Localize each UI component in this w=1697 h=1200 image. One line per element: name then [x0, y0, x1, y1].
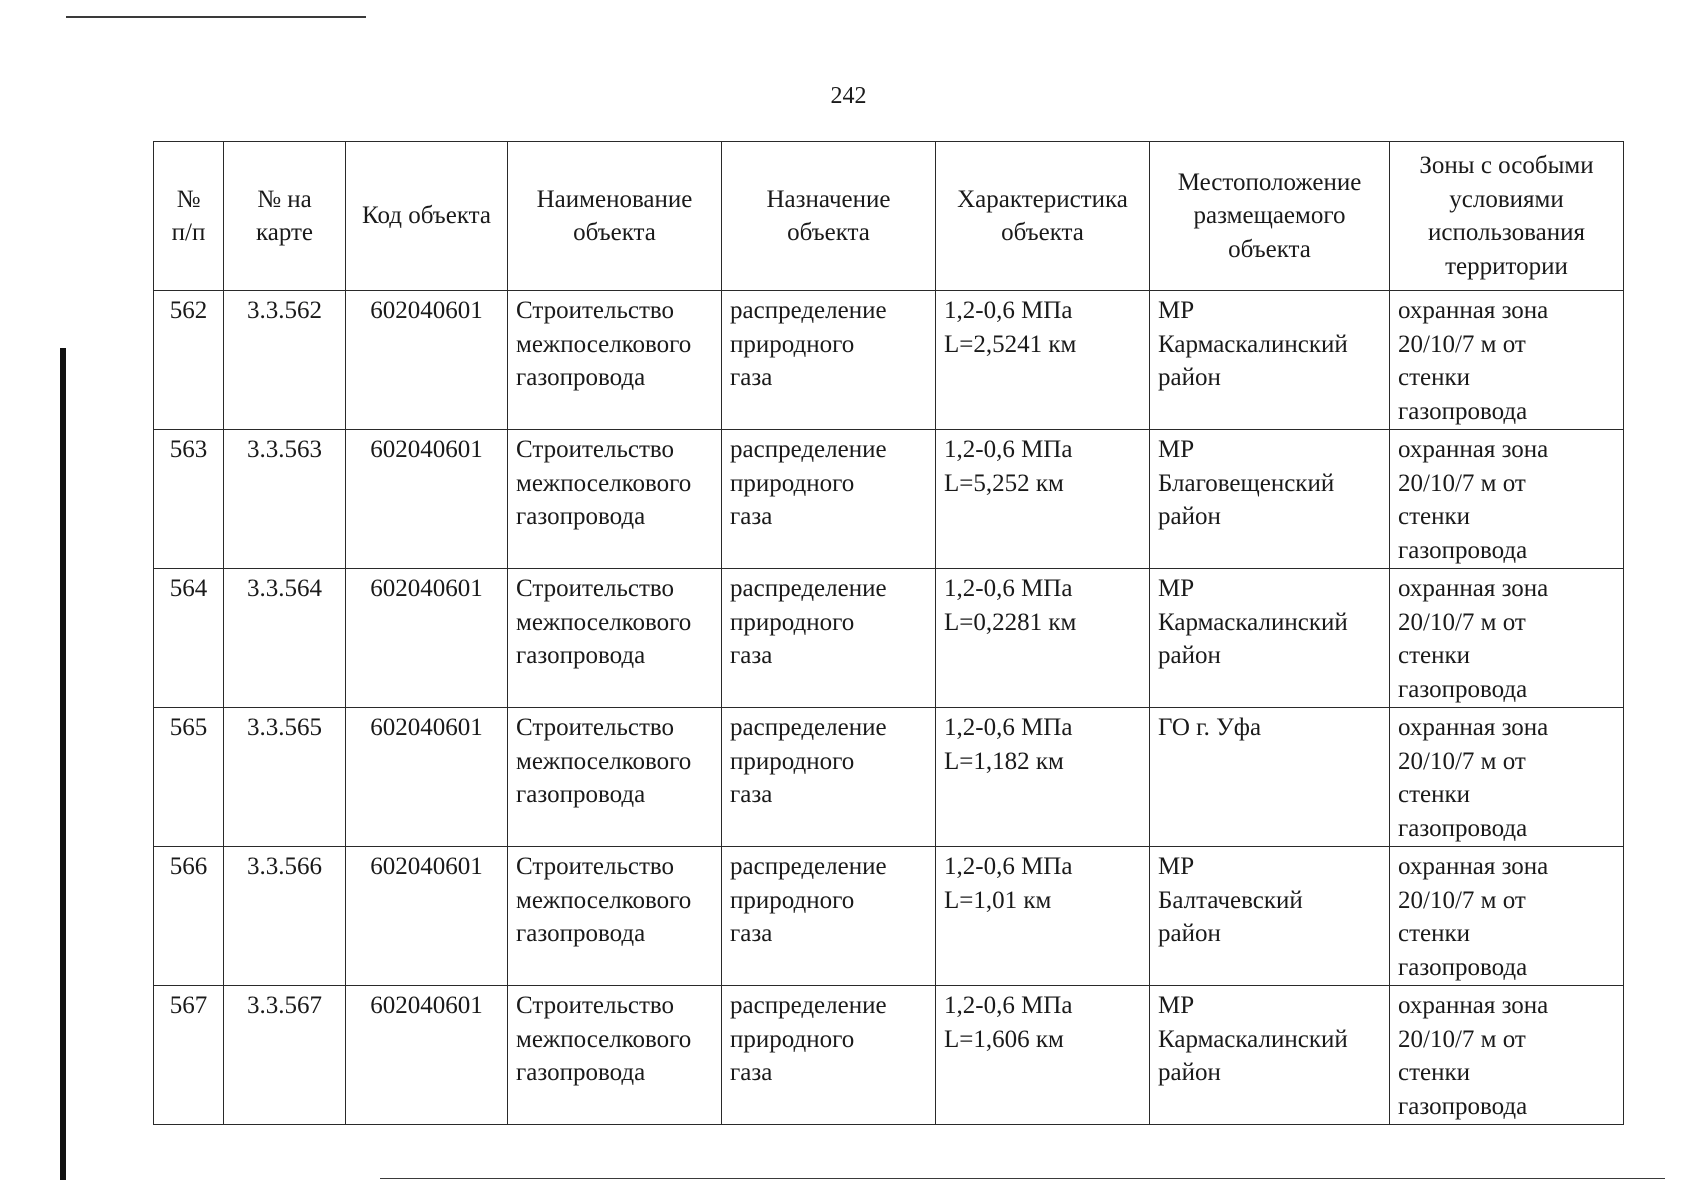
cell-num: 566: [154, 847, 224, 986]
table-row: [154, 708, 1624, 847]
cell-line: природного: [730, 747, 855, 775]
table-body: [154, 291, 1624, 1125]
header-zones: [1390, 142, 1624, 291]
cell-line: стенки: [1398, 781, 1471, 808]
cell-name: [508, 708, 722, 847]
cell-line: Строительство: [516, 714, 675, 741]
cell-line: стенки: [1398, 364, 1471, 391]
header-purpose: [722, 142, 936, 291]
cell-line: объекта: [1228, 235, 1311, 263]
cell-line: МР: [1158, 992, 1195, 1019]
cell-line: газопровода: [1398, 953, 1528, 981]
cell-line: газа: [730, 781, 773, 808]
cell-purpose: [722, 708, 936, 847]
cell-line: территории: [1445, 252, 1568, 280]
cell-map-num: 3.3.566: [224, 847, 346, 986]
cell-line: охранная зона: [1398, 714, 1549, 741]
cell-name: [508, 291, 722, 430]
cell-line: Кармаскалинский: [1158, 1025, 1348, 1053]
header-location: [1150, 142, 1390, 291]
cell-line: 1,2-0,6 МПа: [944, 853, 1073, 880]
cell-line: №: [176, 185, 201, 213]
cell-code: 602040601: [346, 569, 508, 708]
cell-line: район: [1158, 920, 1221, 947]
cell-line: 20/10/7 м от: [1398, 608, 1526, 636]
cell-line: п/п: [171, 219, 206, 246]
cell-line: Строительство: [516, 297, 675, 324]
cell-line: L=5,252 км: [944, 469, 1064, 497]
cell-line: карте: [255, 219, 314, 246]
cell-purpose: [722, 569, 936, 708]
cell-line: охранная зона: [1398, 575, 1549, 602]
cell-line: газопровода: [516, 920, 646, 947]
table-row: [154, 847, 1624, 986]
cell-line: газопровода: [516, 642, 646, 669]
cell-line: природного: [730, 608, 855, 636]
table-row: [154, 986, 1624, 1125]
cell-map-num: 3.3.563: [224, 430, 346, 569]
cell-line: ГО г. Уфа: [1158, 714, 1262, 741]
cell-characteristic: [936, 430, 1150, 569]
cell-line: охранная зона: [1398, 853, 1549, 880]
cell-line: район: [1158, 364, 1221, 391]
cell-purpose: [722, 986, 936, 1125]
cell-line: 1,2-0,6 МПа: [944, 992, 1073, 1019]
cell-line: газопровода: [516, 781, 646, 808]
cell-purpose: [722, 291, 936, 430]
cell-zones: [1390, 291, 1624, 430]
cell-code: 602040601: [346, 708, 508, 847]
cell-line: Наименование: [536, 185, 693, 213]
cell-line: район: [1158, 642, 1221, 669]
cell-map-num: 3.3.562: [224, 291, 346, 430]
cell-line: 20/10/7 м от: [1398, 469, 1526, 497]
cell-location: [1150, 430, 1390, 569]
cell-line: L=1,606 км: [944, 1025, 1064, 1053]
cell-line: 20/10/7 м от: [1398, 1025, 1526, 1053]
cell-map-num: 3.3.565: [224, 708, 346, 847]
cell-line: охранная зона: [1398, 992, 1549, 1019]
cell-line: охранная зона: [1398, 436, 1549, 463]
cell-line: межпоселкового: [516, 1025, 692, 1053]
cell-line: охранная зона: [1398, 297, 1549, 324]
header-code: [346, 142, 508, 291]
cell-name: [508, 430, 722, 569]
cell-line: условиями: [1449, 185, 1564, 213]
cell-line: стенки: [1398, 920, 1471, 947]
cell-zones: [1390, 569, 1624, 708]
header-characteristic: [936, 142, 1150, 291]
cell-line: газопровода: [1398, 536, 1528, 564]
cell-characteristic: [936, 847, 1150, 986]
cell-line: район: [1158, 503, 1221, 530]
cell-characteristic: [936, 569, 1150, 708]
cell-name: [508, 569, 722, 708]
cell-purpose: [722, 430, 936, 569]
cell-line: Строительство: [516, 853, 675, 880]
cell-line: газа: [730, 364, 773, 391]
cell-line: газопровода: [516, 1059, 646, 1086]
scan-edge-bar: [60, 348, 66, 1180]
cell-line: газопровода: [516, 364, 646, 391]
header-name: [508, 142, 722, 291]
cell-location: [1150, 291, 1390, 430]
cell-num: 565: [154, 708, 224, 847]
cell-line: природного: [730, 330, 855, 358]
cell-line: межпоселкового: [516, 608, 692, 636]
cell-line: Благовещенский: [1158, 469, 1335, 497]
cell-line: природного: [730, 886, 855, 914]
cell-line: газа: [730, 1059, 773, 1086]
cell-map-num: 3.3.567: [224, 986, 346, 1125]
cell-purpose: [722, 847, 936, 986]
table-row: [154, 291, 1624, 430]
cell-line: МР: [1158, 297, 1195, 324]
cell-line: межпоселкового: [516, 886, 692, 914]
cell-characteristic: [936, 986, 1150, 1125]
cell-line: 1,2-0,6 МПа: [944, 436, 1073, 463]
cell-line: Назначение: [766, 185, 891, 213]
table-row: [154, 569, 1624, 708]
cell-code: 602040601: [346, 430, 508, 569]
cell-line: распределение: [730, 714, 887, 741]
top-rule: [66, 16, 366, 18]
header-map-num: [224, 142, 346, 291]
table-header-row: [154, 142, 1624, 291]
cell-line: межпоселкового: [516, 747, 692, 775]
cell-num: 562: [154, 291, 224, 430]
cell-line: Кармаскалинский: [1158, 608, 1348, 636]
cell-line: 1,2-0,6 МПа: [944, 297, 1073, 324]
cell-line: 20/10/7 м от: [1398, 330, 1526, 358]
cell-line: объекта: [1001, 219, 1084, 246]
cell-line: Кармаскалинский: [1158, 330, 1348, 358]
cell-zones: [1390, 708, 1624, 847]
cell-line: L=1,01 км: [944, 886, 1052, 914]
cell-code: 602040601: [346, 986, 508, 1125]
cell-line: стенки: [1398, 1059, 1471, 1086]
cell-line: 20/10/7 м от: [1398, 886, 1526, 914]
cell-line: газопровода: [516, 503, 646, 530]
cell-line: L=2,5241 км: [944, 330, 1077, 358]
cell-code: 602040601: [346, 291, 508, 430]
cell-line: L=0,2281 км: [944, 608, 1077, 636]
cell-line: использования: [1428, 219, 1585, 246]
cell-line: Местоположение: [1177, 168, 1362, 196]
cell-line: Строительство: [516, 992, 675, 1019]
cell-line: 1,2-0,6 МПа: [944, 714, 1073, 741]
cell-line: распределение: [730, 297, 887, 324]
cell-zones: [1390, 847, 1624, 986]
cell-zones: [1390, 986, 1624, 1125]
cell-line: № на: [257, 185, 312, 213]
cell-line: объекта: [787, 219, 870, 246]
cell-line: район: [1158, 1059, 1221, 1086]
cell-name: [508, 986, 722, 1125]
cell-line: газа: [730, 642, 773, 669]
cell-num: 563: [154, 430, 224, 569]
cell-line: Характеристика: [957, 185, 1128, 213]
cell-location: [1150, 847, 1390, 986]
objects-table: [153, 141, 1624, 1125]
cell-line: Строительство: [516, 436, 675, 463]
cell-line: Строительство: [516, 575, 675, 602]
cell-line: газопровода: [1398, 1092, 1528, 1120]
cell-name: [508, 847, 722, 986]
cell-line: газопровода: [1398, 397, 1528, 425]
bottom-rule: [380, 1178, 1665, 1179]
cell-location: [1150, 708, 1390, 847]
cell-line: 1,2-0,6 МПа: [944, 575, 1073, 602]
cell-line: распределение: [730, 992, 887, 1019]
cell-line: 20/10/7 м от: [1398, 747, 1526, 775]
cell-zones: [1390, 430, 1624, 569]
cell-line: Балтачевский: [1158, 886, 1303, 914]
cell-line: Код объекта: [362, 202, 491, 230]
cell-line: L=1,182 км: [944, 747, 1064, 775]
cell-num: 567: [154, 986, 224, 1125]
cell-line: распределение: [730, 853, 887, 880]
cell-location: [1150, 986, 1390, 1125]
cell-location: [1150, 569, 1390, 708]
cell-characteristic: [936, 291, 1150, 430]
cell-line: распределение: [730, 575, 887, 602]
cell-map-num: 3.3.564: [224, 569, 346, 708]
cell-line: газопровода: [1398, 675, 1528, 703]
cell-line: стенки: [1398, 642, 1471, 669]
cell-line: стенки: [1398, 503, 1471, 530]
cell-line: природного: [730, 469, 855, 497]
cell-line: Зоны с особыми: [1419, 152, 1594, 179]
cell-line: МР: [1158, 575, 1195, 602]
cell-line: МР: [1158, 853, 1195, 880]
cell-line: межпоселкового: [516, 330, 692, 358]
cell-line: межпоселкового: [516, 469, 692, 497]
cell-code: 602040601: [346, 847, 508, 986]
table-row: [154, 430, 1624, 569]
cell-line: газопровода: [1398, 814, 1528, 842]
cell-line: размещаемого: [1193, 202, 1346, 230]
cell-line: распределение: [730, 436, 887, 463]
cell-line: природного: [730, 1025, 855, 1053]
cell-line: МР: [1158, 436, 1195, 463]
page-number: 242: [830, 83, 867, 109]
cell-characteristic: [936, 708, 1150, 847]
cell-line: газа: [730, 503, 773, 530]
cell-num: 564: [154, 569, 224, 708]
cell-line: газа: [730, 920, 773, 947]
header-num: [154, 142, 224, 291]
cell-line: объекта: [573, 219, 656, 246]
